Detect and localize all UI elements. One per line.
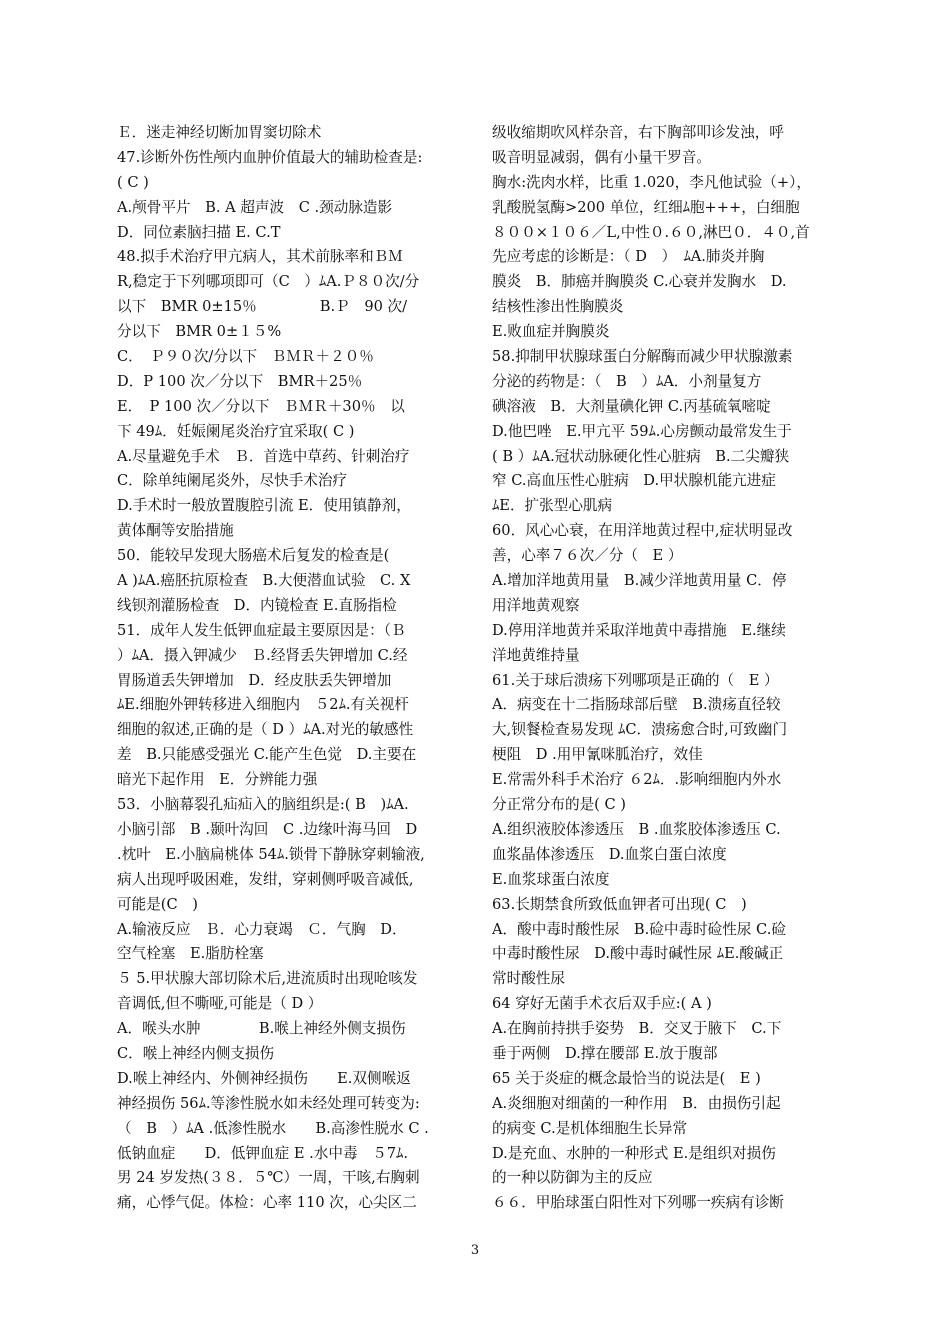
text-line: A )ﾑA.癌胚抗原检查 B.大便潜血试验 C. X	[117, 572, 411, 590]
text-line: 洋地黄维持量	[492, 646, 580, 664]
text-line: C．除单纯阑尾炎外，尽快手术治疗	[117, 472, 348, 490]
text-line: 48.拟手术治疗甲亢病人，其术前脉率和ＢＭ	[117, 248, 403, 266]
page-number: 3	[470, 1243, 480, 1258]
text-line: D.他巴唑 E.甲亢平 59ﾑ.心房颤动最常发生于	[492, 422, 792, 440]
text-line: ﾑE．扩张型心肌病	[492, 497, 613, 515]
text-line: Ｅ．迷走神经切断加胃窦切除术	[117, 124, 322, 141]
text-line: 大,钡餐检查易发现 ﾑC．溃疡愈合时,可致幽门	[492, 721, 788, 739]
text-line: 下 49ﾑ．妊娠阑尾炎治疗宜采取( C )	[117, 422, 355, 440]
text-line: 先应考虑的诊断是：（ D ） ﾑA.肺炎并胸	[492, 248, 765, 266]
text-line: 可能是(C )	[117, 895, 198, 913]
text-line: D.是充血、水肿的一种形式 E.是组织对损伤	[492, 1144, 776, 1162]
text-line: ( B ）ﾑA.冠状动脉硬化性心脏病 B.二尖瓣狭	[492, 447, 790, 465]
text-line: A．酸中毒时酸性尿 B.硷中毒时硷性尿 C.硷	[492, 920, 786, 938]
text-line: 63.长期禁食所致低血钾者可出现( C )	[492, 895, 747, 913]
text-line: ﾑE.细胞外钾转移进入细胞内 ５2ﾑ.有关视杆	[117, 696, 409, 714]
text-line: 中毒时酸性尿 D.酸中毒时碱性尿 ﾑE.酸碱正	[492, 945, 784, 963]
text-line: ５ 5.甲状腺大部切除术后,进流质时出现呛咳发	[117, 970, 418, 988]
text-line: E.常需外科手术治疗 ６2ﾑ．.影响细胞内外水	[492, 771, 782, 789]
text-line: 低钠血症 D．低钾血症 E .水中毒 ５7ﾑ.	[117, 1144, 408, 1162]
text-line: 神经损伤 56ﾑ.等渗性脱水如未经处理可转变为:	[117, 1094, 420, 1112]
text-line: E.血浆球蛋白浓度	[492, 870, 610, 888]
text-line: E.败血症并胸膜炎	[492, 323, 610, 341]
text-line: 细胞的叙述,正确的是（ D ）ﾑA.对光的敏感性	[117, 721, 414, 739]
text-line: 垂于两侧 D.撑在腰部 E.放于腹部	[492, 1044, 718, 1062]
text-line: 小脑引部 B .颞叶沟回 C .边缘叶海马回 D	[117, 820, 418, 838]
text-line: A.尽量避免手术 Ｂ．首选中草药、针刺治疗	[117, 447, 410, 465]
text-line: A.在胸前持拱手姿势 B．交叉于腋下 C.下	[492, 1020, 782, 1038]
text-line: A．喉头水肿 B.喉上神经外侧支损伤	[117, 1020, 406, 1038]
text-line: 分以下 BMR 0±１５%	[117, 323, 282, 341]
text-line: 乳酸脱氢酶>200 单位，红细ﾑ胞+++，白细胞	[492, 198, 800, 216]
text-line: ８００×１０６／L,中性０.６０,淋巴０．４０,首	[492, 223, 810, 241]
text-line: 58.抑制甲状腺球蛋白分解酶而减少甲状腺激素	[492, 348, 793, 366]
text-line: ( C )	[117, 173, 149, 191]
text-line: 善，心率７６次／分（ E ）	[492, 547, 683, 565]
text-line: ）ﾑA．摄入钾减少 Ｂ.经肾丢失钾增加 C.经	[117, 646, 408, 664]
text-line: 61.关于球后溃疡下列哪项是正确的（ E ）	[492, 671, 779, 689]
text-line: 胸水:洗肉水样，比重 1.020，李凡他试验（+），	[492, 173, 811, 191]
text-line: 53．小脑幕裂孔疝疝入的脑组织是:( B )ﾑA.	[117, 796, 409, 814]
text-line: 男 24 岁发热(３８．５℃）一周，干咳,右胸刺	[117, 1169, 420, 1187]
text-line: 梗阻 D .用甲氰咪胍治疗，效佳	[492, 746, 703, 764]
text-line: R,稳定于下列哪项即可（C ）ﾑA.Ｐ８０次/分	[117, 273, 420, 291]
right-column	[492, 121, 844, 1216]
text-line: 碘溶液 B．大剂量碘化钾 C.丙基硫氧嘧啶	[492, 397, 771, 415]
text-line: 线钡剂灌肠检查 D．内镜检查 E.直肠指检	[117, 596, 397, 614]
text-line: 级收缩期吹风样杂音，右下胸部叩诊发浊，呼	[492, 124, 784, 141]
text-line: D.喉上神经内、外侧神经损伤 E.双侧喉返	[117, 1069, 411, 1087]
text-line: D.停用洋地黄并采取洋地黄中毒措施 E.继续	[492, 621, 786, 639]
left-column	[117, 121, 469, 1216]
text-line: 47.诊断外伤性颅内血肿价值最大的辅助检查是:	[117, 148, 423, 166]
text-line: （ B ）ﾑA .低渗性脱水 B.高渗性脱水 C .	[117, 1119, 429, 1137]
text-line: 以下 BMR 0±15％ B.Ｐ 90 次/	[117, 298, 408, 316]
text-line: 吸音明显减弱，偶有小量干罗音。	[492, 148, 711, 166]
text-line: 结核性渗出性胸膜炎	[492, 298, 624, 316]
text-line: 音调低,但不嘶哑,可能是（ D ）	[117, 995, 323, 1013]
text-line: C．喉上神经内侧支损伤	[117, 1044, 275, 1062]
text-line: 的病变 C.是机体细胞生长异常	[492, 1119, 688, 1137]
text-line: A.炎细胞对细菌的一种作用 B．由损伤引起	[492, 1094, 781, 1112]
text-line: A.输液反应 Ｂ．心力衰竭 Ｃ．气胸 D．	[117, 920, 407, 938]
text-line: A.增加洋地黄用量 B.减少洋地黄用量 C．停	[492, 572, 787, 590]
text-line: 64 穿好无菌手术衣后双手应:( A )	[492, 995, 712, 1013]
text-line: 分泌的药物是：（ B ）ﾑA．小剂量复方	[492, 372, 762, 390]
text-line: 黄体酮等安胎措施	[117, 522, 234, 540]
text-line: 60．风心心衰，在用洋地黄过程中,症状明显改	[492, 522, 793, 540]
text-line: 血浆晶体渗透压 D.血浆白蛋白浓度	[492, 845, 727, 863]
text-line: 暗光下起作用 E．分辨能力强	[117, 771, 318, 789]
text-line: 膜炎 B．肺癌并胸膜炎 C.心衰并发胸水 D.	[492, 273, 787, 291]
text-line: 胃肠道丢失钾增加 D．经皮肤丢失钾增加	[117, 671, 392, 689]
text-line: 50．能较早发现大肠癌术后复发的检查是(	[117, 547, 390, 565]
text-line: A.颅骨平片 B. A 超声波 C .颈动脉造影	[117, 198, 393, 216]
text-line: D.手术时一般放置腹腔引流 E．使用镇静剂，	[117, 497, 411, 515]
text-line: 常时酸性尿	[492, 970, 565, 988]
text-line: 51．成年人发生低钾血症最主要原因是：（Ｂ	[117, 621, 406, 639]
text-line: 痛，心悸气促。体检：心率 110 次，心尖区二	[117, 1194, 417, 1212]
text-line: .枕叶 E.小脑扁桃体 54ﾑ.锁骨下静脉穿刺输液,	[117, 845, 425, 863]
text-line: 差 B.只能感受强光 C.能产生色觉 D.主要在	[117, 746, 417, 764]
text-line: 用洋地黄观察	[492, 596, 580, 614]
text-line: A．病变在十二指肠球部后壁 B.溃疡直径较	[492, 696, 781, 714]
text-line: 的一种以防御为主的反应	[492, 1169, 653, 1187]
text-line: D．P 100 次／分以下 BMR＋25％	[117, 372, 363, 390]
text-line: A.组织液胶体渗透压 B .血浆胶体渗透压 C.	[492, 820, 781, 838]
text-line: 空气栓塞 E.脂肪栓塞	[117, 945, 264, 963]
text-line: ６６．甲胎球蛋白阳性对下列哪一疾病有诊断	[492, 1194, 784, 1212]
text-line: 分正常分布的是( C )	[492, 796, 626, 814]
text-line: 病人出现呼吸困难，发绀，穿刺侧呼吸音减低,	[117, 870, 414, 888]
text-line: E． P 100 次／分以下 ＢＭＲ＋30％ 以	[117, 397, 405, 415]
text-line: 窄 C.高血压性心脏病 D.甲状腺机能亢进症	[492, 472, 776, 490]
text-line: 65 关于炎症的概念最恰当的说法是( E )	[492, 1069, 761, 1087]
text-line: C． Ｐ９０次/分以下 ＢＭＲ＋２０％	[117, 348, 374, 366]
text-line: D．同位素脑扫描 E. C.T	[117, 223, 281, 241]
